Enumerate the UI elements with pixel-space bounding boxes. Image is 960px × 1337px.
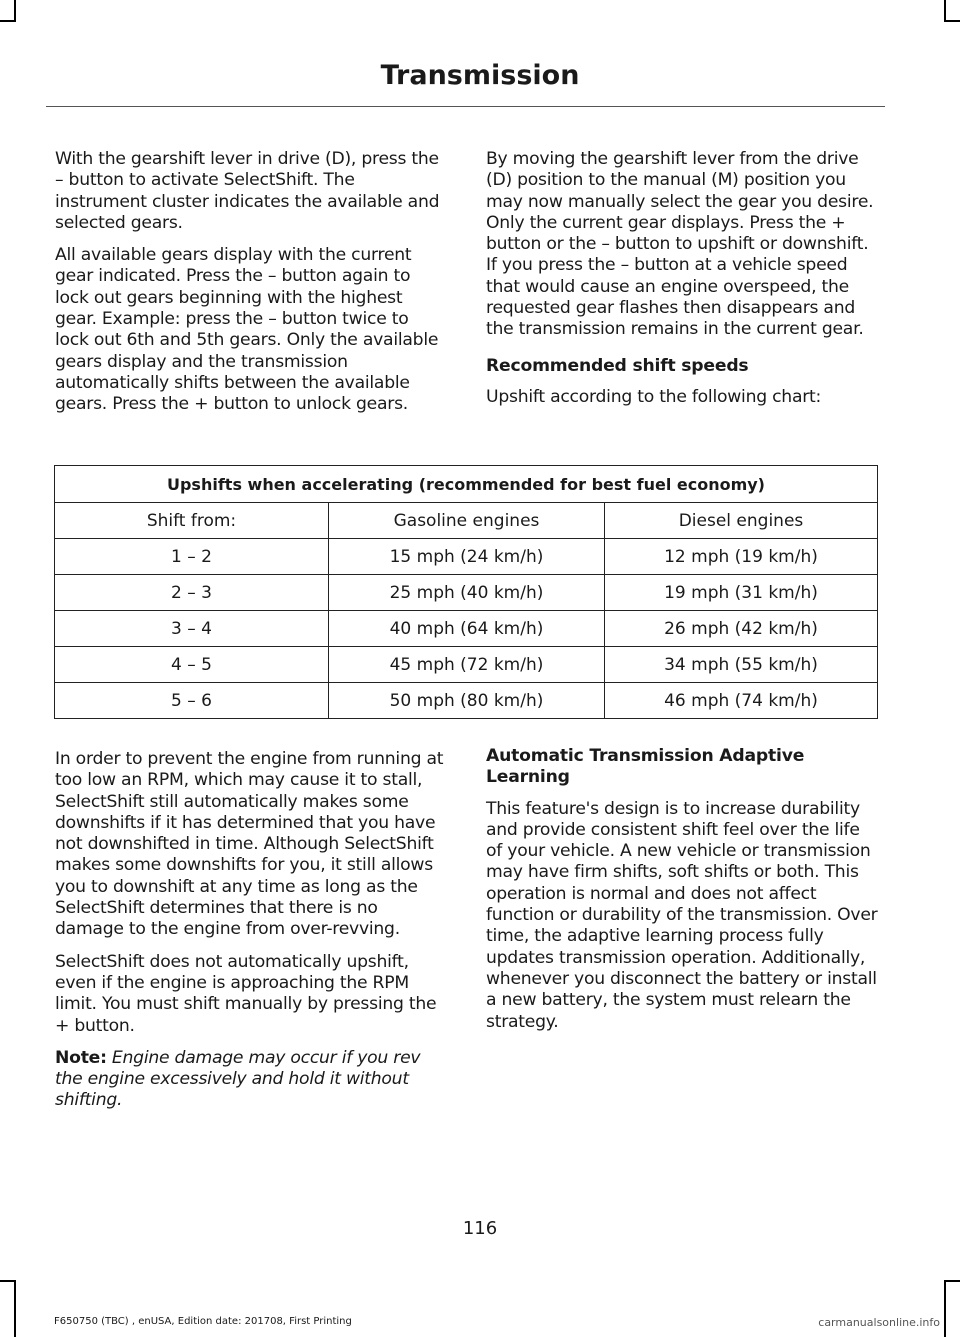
crop-mark [0,20,16,22]
table-caption: Upshifts when accelerating (recommended for best fuel economy) [55,466,878,503]
right-column [486,149,878,419]
header-divider [46,106,885,107]
lower-left-column [55,749,447,1123]
table-cell: 4 – 5 [55,647,329,683]
column-header: Diesel engines [605,503,878,539]
section-heading: Automatic Transmission Adaptive Learning [486,746,805,788]
crop-mark [0,1280,16,1282]
table-row [55,539,878,575]
table-row [55,683,878,719]
table-cell: 40 mph (64 km/h) [329,611,605,647]
table-row [55,611,878,647]
table-cell: 12 mph (19 km/h) [605,539,878,575]
table-cell: 15 mph (24 km/h) [329,539,605,575]
crop-mark [944,1280,946,1337]
paragraph: Upshift according to the following chart: [486,386,822,407]
table-header-row [55,503,878,539]
table-cell: 3 – 4 [55,611,329,647]
paragraph: By moving the gearshift lever from the drive (D) position to the manual (M) position you may now manually select the gear you desire. Only the current gear displays. Press the + button or the – button to upshift or downshift. If you press the – button at a vehicle speed that would cause an engine overspeed, the requested gear flashes then disappears and the transmission remains in the current gear. [486,149,874,340]
table-cell: 19 mph (31 km/h) [605,575,878,611]
note-label: Note: [55,1047,107,1068]
left-column [55,149,447,427]
column-header: Shift from: [55,503,329,539]
footer-edition: F650750 (TBC) , enUSA, Edition date: 201708, First Printing [54,1316,352,1327]
paragraph: SelectShift does not automatically upshift, even if the engine is approaching the RPM limit. You must shift manually by pressing the + button. [55,951,437,1036]
paragraph: All available gears display with the current gear indicated. Press the – button again to lock out gears beginning with the highest gear. Example: press the – button twice to lock out 6th and 5th gears. Only the available gears display and the transmission automatically shifts between the available gears. Press the + button to unlock gears. [55,245,439,415]
table-cell: 2 – 3 [55,575,329,611]
table-row [55,575,878,611]
shift-speeds-table [54,465,878,719]
table-cell: 46 mph (74 km/h) [605,683,878,719]
note-text: Engine damage may occur if you rev the engine excessively and hold it without shifting. [55,1047,421,1111]
table-cell: 50 mph (80 km/h) [329,683,605,719]
crop-mark [944,20,960,22]
page-number: 116 [462,1218,498,1239]
note [55,1048,447,1112]
table-cell: 45 mph (72 km/h) [329,647,605,683]
page-title: Transmission [380,60,580,91]
section-heading: Recommended shift speeds [486,355,749,376]
paragraph: This feature's design is to increase durability and provide consistent shift feel over the life of your vehicle. A new vehicle or transmission may have firm shifts, soft shifts or both. This operation is normal and does not affect function or durability of the transmission. Over time, the adaptive learning process fully updates transmission operation. Additionally, whenever you disconnect the battery or install a new battery, the system must relearn the strategy. [486,798,878,1032]
crop-mark [14,0,16,22]
crop-mark [14,1280,16,1337]
paragraph: In order to prevent the engine from running at too low an RPM, which may cause it to stall, SelectShift still automatically makes some downshifts if it has determined that you have not downshifted in time. Although SelectShift makes some downshifts for you, it still allows you to downshift at any time as long as the SelectShift determines that there is no damage to the engine from over-revving. [55,749,444,940]
table-cell: 5 – 6 [55,683,329,719]
paragraph: With the gearshift lever in drive (D), press the – button to activate SelectShift. The instrument cluster indicates the available and selected gears. [55,149,440,233]
table-cell: 26 mph (42 km/h) [605,611,878,647]
lower-right-column [486,746,878,1044]
table-cell: 25 mph (40 km/h) [329,575,605,611]
table-cell: 34 mph (55 km/h) [605,647,878,683]
table-cell: 1 – 2 [55,539,329,575]
crop-mark [944,1280,960,1282]
table-row [55,647,878,683]
watermark: carmanualsonline.info [818,1316,940,1329]
crop-mark [944,0,946,22]
column-header: Gasoline engines [329,503,605,539]
